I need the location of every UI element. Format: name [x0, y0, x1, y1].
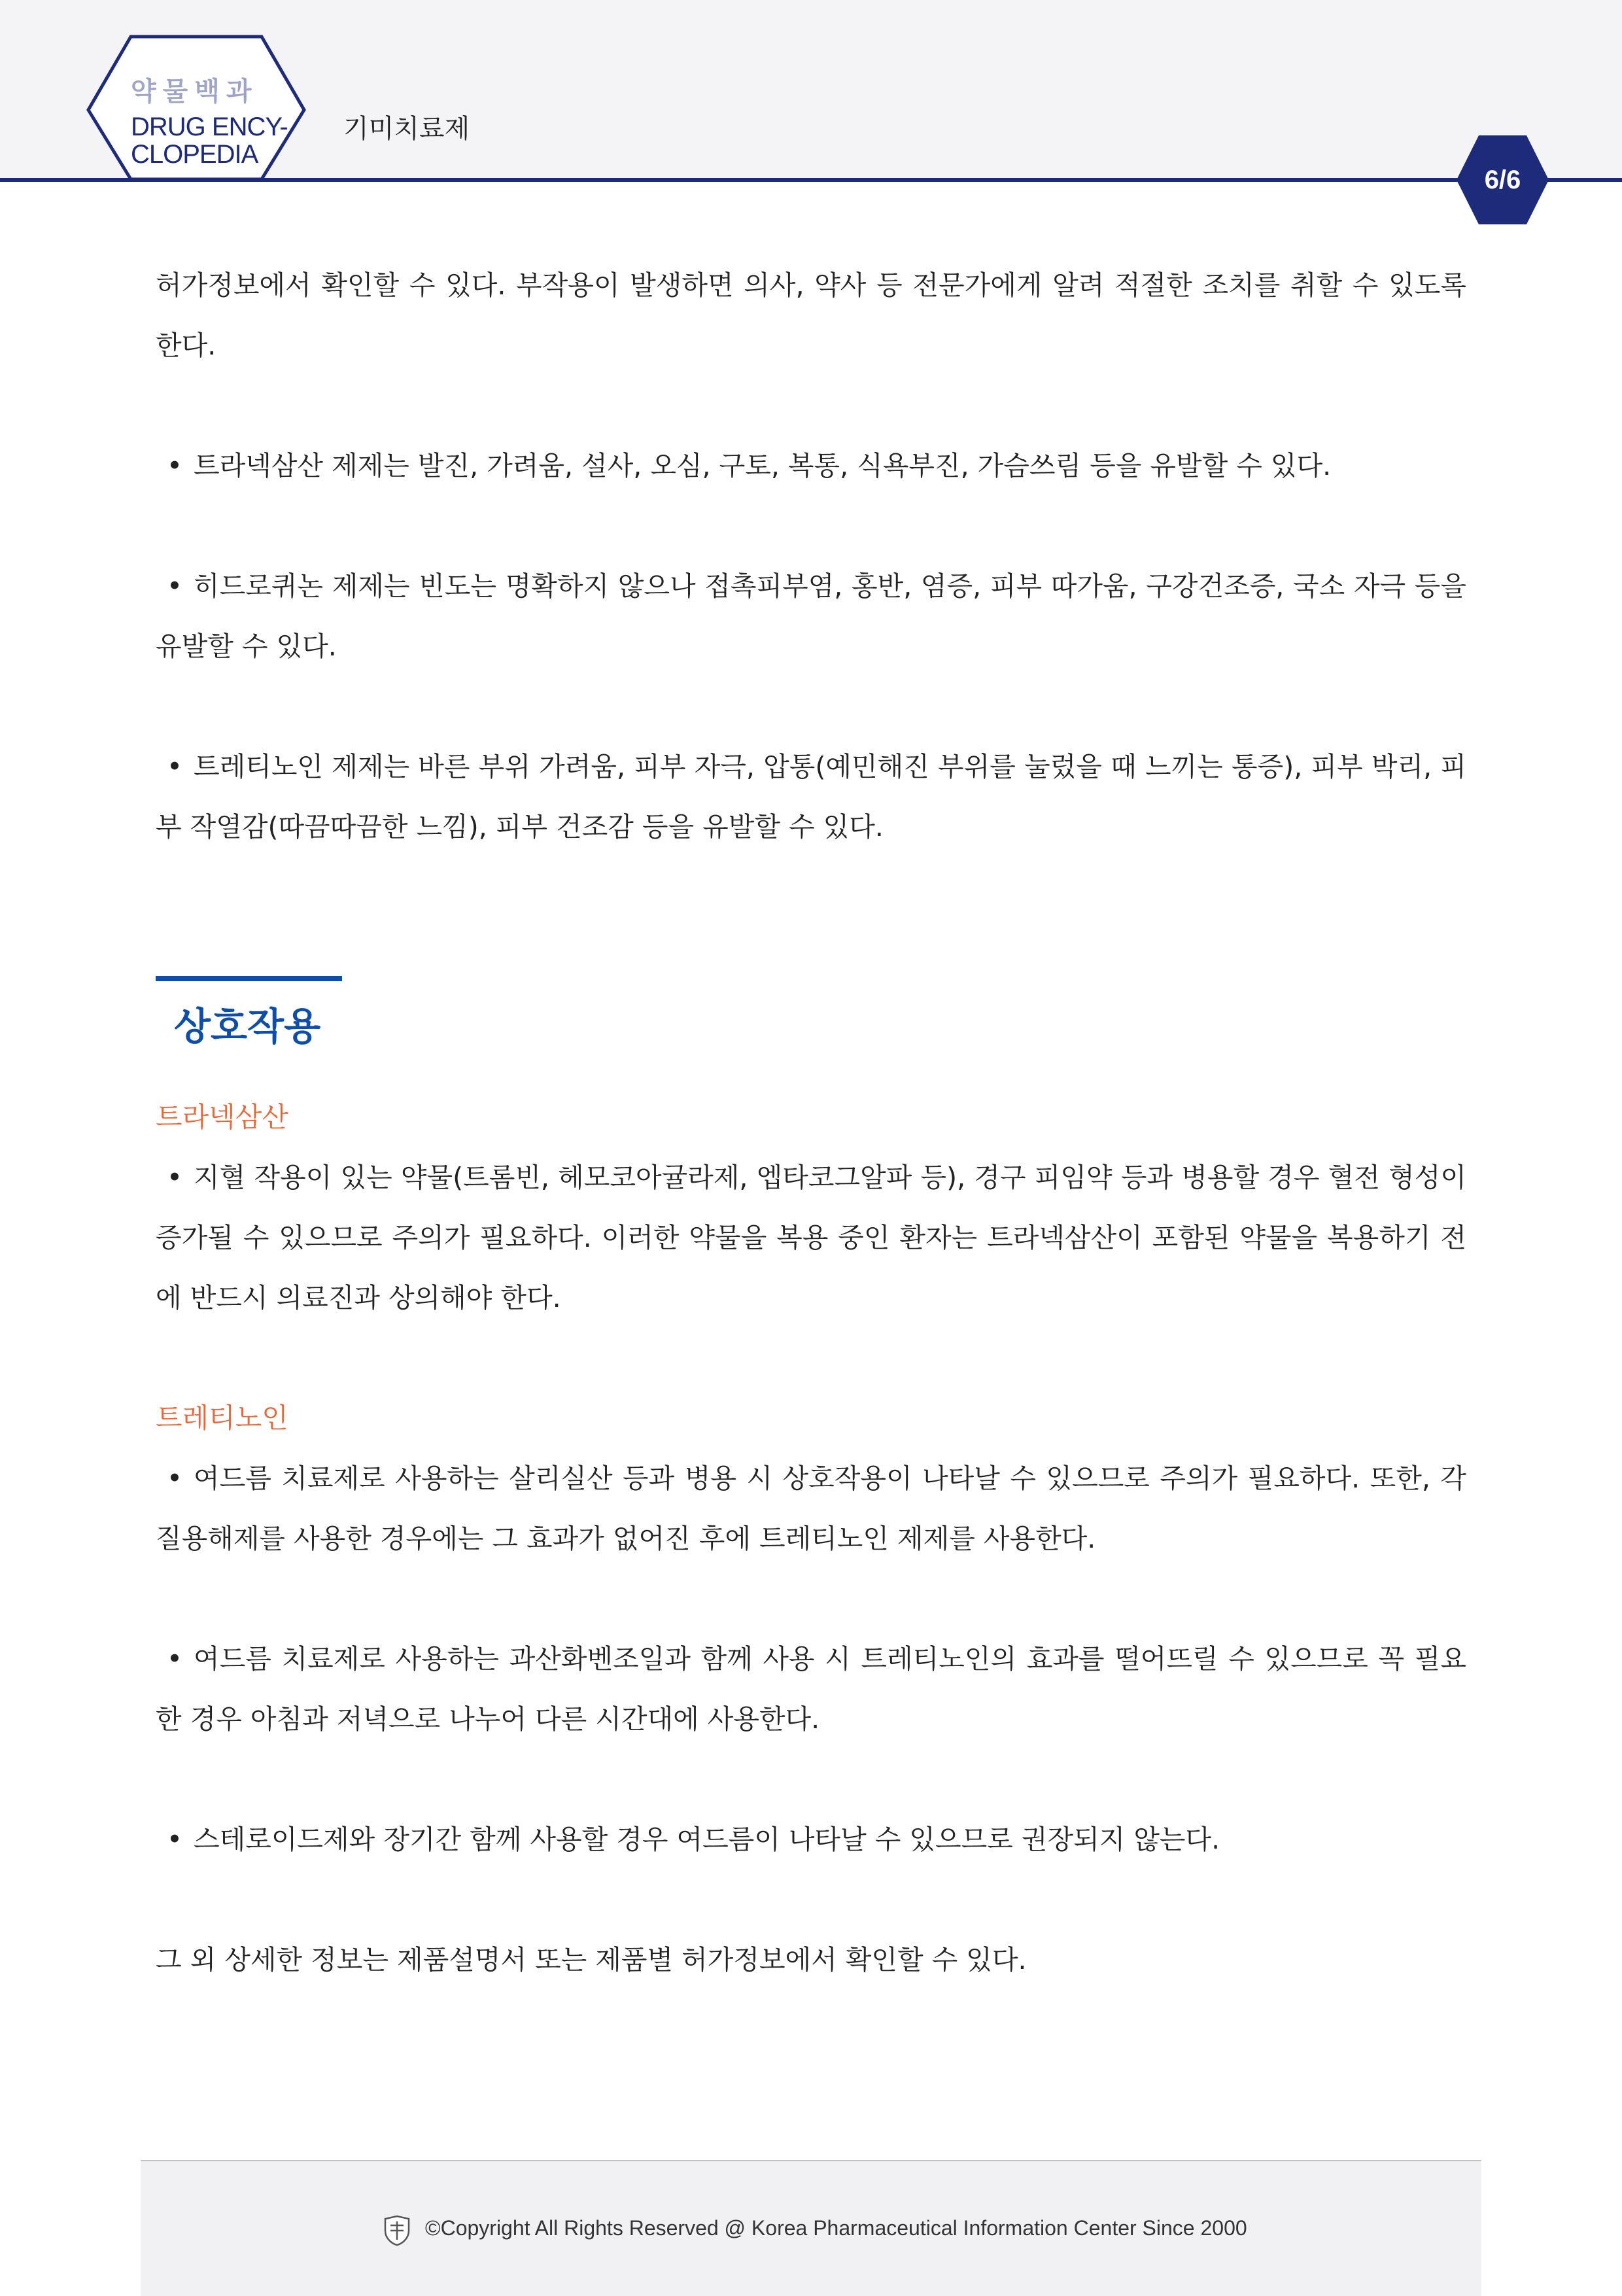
side-effect-text: 트레티노인 제제는 바른 부위 가려움, 피부 자극, 압통(예민해진 부위를 눌렀을 때 느끼는 통증), 피부 박리, 피부 작열감(따끔따끔한 느낌), 피부 건조감 등을 유발할 수 있다.: [156, 751, 1466, 843]
bullet: •: [166, 751, 183, 782]
bullet: •: [166, 1162, 183, 1193]
list-item: [156, 1147, 1466, 1328]
logo-english-line1: DRUG ENCY-: [131, 113, 288, 141]
bullet: •: [166, 570, 183, 602]
section-accent-bar: [156, 976, 342, 981]
list-item: [156, 1448, 1466, 1569]
bullet: •: [166, 1824, 183, 1855]
intro-paragraph: 허가정보에서 확인할 수 있다. 부작용이 발생하면 의사, 약사 등 전문가에게 알려 적절한 조치를 취할 수 있도록 한다.: [156, 270, 1466, 361]
logo: [131, 71, 288, 168]
interaction-text: 여드름 치료제로 사용하는 과산화벤조일과 함께 사용 시 트레티노인의 효과를 떨어뜨릴 수 있으므로 꼭 필요한 경우 아침과 저녁으로 나누어 다른 시간대에 사용한다.: [156, 1643, 1466, 1735]
side-effect-text: 히드로퀴논 제제는 빈도는 명확하지 않으나 접촉피부염, 홍반, 염증, 피부 따가움, 구강건조증, 국소 자극 등을 유발할 수 있다.: [156, 570, 1466, 662]
copyright-text: ©Copyright All Rights Reserved @ Korea Pharmaceutical Information Center Since 2000: [425, 2216, 1247, 2240]
section-header: [156, 976, 1466, 1087]
list-item: [156, 556, 1466, 676]
bullet: •: [166, 1643, 183, 1675]
shield-crest-icon: [383, 2215, 411, 2246]
logo-korean: 약물백과: [131, 77, 258, 107]
list-item: [156, 1629, 1466, 1749]
section-title: 상호작용: [174, 1004, 321, 1049]
interaction-text: 지혈 작용이 있는 약물(트롬빈, 헤모코아귤라제, 엡타코그알파 등), 경구 피임약 등과 병용할 경우 혈전 형성이 증가될 수 있으므로 주의가 필요하다. 이러한 약물을 복용 중인 환자는 트라넥삼산이 포함된 약물을 복용하기 전에 반드시 의료진과 상의해야 한다.: [156, 1162, 1466, 1313]
list-item: [156, 436, 1466, 496]
list-item: [156, 1809, 1466, 1870]
bullet: •: [166, 450, 183, 481]
list-item: [156, 737, 1466, 857]
subheading-tretinoin: 트레티노인: [156, 1402, 288, 1434]
closing-paragraph: 그 외 상세한 정보는 제품설명서 또는 제품별 허가정보에서 확인할 수 있다.: [156, 1944, 1027, 1975]
interaction-text: 여드름 치료제로 사용하는 살리실산 등과 병용 시 상호작용이 나타날 수 있으므로 주의가 필요하다. 또한, 각질용해제를 사용한 경우에는 그 효과가 없어진 후에 트레티노인 제제를 사용한다.: [156, 1463, 1466, 1554]
bullet: •: [166, 1463, 183, 1494]
page-number: 6/6: [1484, 165, 1521, 194]
document-title: 기미치료제: [343, 114, 470, 144]
interaction-text: 스테로이드제와 장기간 함께 사용할 경우 여드름이 나타날 수 있으므로 권장되지 않는다.: [194, 1824, 1220, 1855]
side-effect-text: 트라넥삼산 제제는 발진, 가려움, 설사, 오심, 구토, 복통, 식욕부진, 가슴쓰림 등을 유발할 수 있다.: [194, 450, 1332, 481]
page-footer: [141, 2160, 1481, 2296]
main-content: [156, 255, 1466, 1990]
logo-english-line2: CLOPEDIA: [131, 140, 258, 169]
subheading-tranexamic: 트라넥삼산: [156, 1101, 288, 1133]
